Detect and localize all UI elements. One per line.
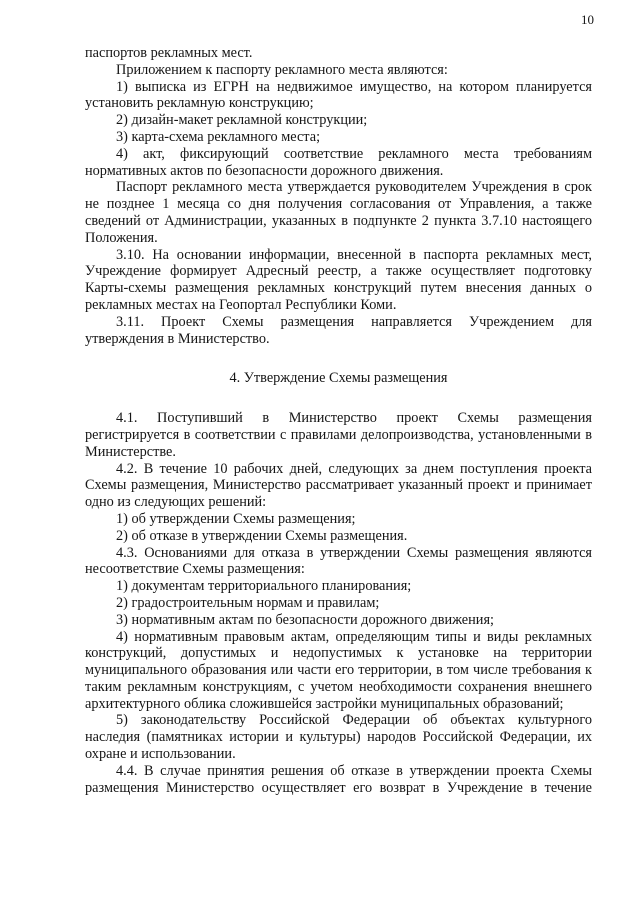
paragraphs-after	[85, 410, 592, 796]
paragraph: паспортов рекламных мест.	[85, 45, 253, 61]
paragraph: 1) выписка из ЕГРН на недвижимое имущество, на котором планируется установить рекламную конструкцию;	[85, 78, 592, 112]
paragraph: 5) законодательству Российской Федерации об объектах культурного наследия (памятниках истории и культуры) народов Российской Федерации, их охране и использовании.	[85, 712, 592, 763]
paragraph: 2) об отказе в утверждении Схемы размещения.	[116, 527, 408, 544]
paragraph: Приложением к паспорту рекламного места являются:	[116, 61, 448, 78]
spacer	[85, 347, 592, 370]
page-number: 10	[581, 12, 594, 27]
paragraphs-before	[85, 45, 592, 347]
paragraph: 1) документам территориального планирования;	[116, 578, 412, 595]
paragraph: 3.10. На основании информации, внесенной в паспорта рекламных мест, Учреждение формирует Адресный реестр, а также осуществляет подготовку Карты-схемы размещения рекламных конструкций путем внесения данных о рекламных местах на Геопортал Республики Коми.	[85, 246, 592, 313]
paragraph: 1) об утверждении Схемы размещения;	[116, 510, 356, 527]
paragraph: 3) карта-схема рекламного места;	[116, 128, 321, 145]
section-heading: 4. Утверждение Схемы размещения	[229, 370, 448, 387]
paragraph: 4.4. В случае принятия решения об отказе в утверждении проекта Схемы размещения Министерство осуществляет его возврат в Учреждение в течение	[85, 762, 592, 796]
paragraph: 2) дизайн-макет рекламной конструкции;	[116, 112, 368, 129]
document-body	[85, 45, 592, 796]
paragraph: 4) акт, фиксирующий соответствие рекламного места требованиям нормативных актов по безопасности дорожного движения.	[85, 145, 592, 179]
spacer	[85, 387, 592, 410]
paragraph: Паспорт рекламного места утверждается руководителем Учреждения в срок не позднее 1 месяца со дня получения согласования от Управления, а также сведений от Администрации, указанных в подпункте 2 пункта 3.7.10 настоящего Положения.	[85, 179, 592, 246]
paragraph: 4.3. Основаниями для отказа в утверждении Схемы размещения являются несоответствие Схемы размещения:	[85, 544, 592, 578]
paragraph: 3.11. Проект Схемы размещения направляется Учреждением для утверждения в Министерство.	[85, 313, 592, 347]
paragraph: 4.1. Поступивший в Министерство проект Схемы размещения регистрируется в соответствии с правилами делопроизводства, установленными в Министерстве.	[85, 410, 592, 460]
paragraph: 3) нормативным актам по безопасности дорожного движения;	[116, 611, 495, 628]
paragraph: 2) градостроительным нормам и правилам;	[116, 594, 380, 611]
paragraph: 4.2. В течение 10 рабочих дней, следующих за днем поступления проекта Схемы размещения, Министерство рассматривает указанный проект и принимает одно из следующих решений:	[85, 460, 592, 511]
paragraph: 4) нормативным правовым актам, определяющим типы и виды рекламных конструкций, допустимых и недопустимых к установке на территории муниципального образования или части его территории, в том числе требования к таким рекламным конструкциям, с учетом необходимости сохранения внешнего архитектурного облика сложившейся застройки муниципальных образований;	[85, 628, 592, 712]
